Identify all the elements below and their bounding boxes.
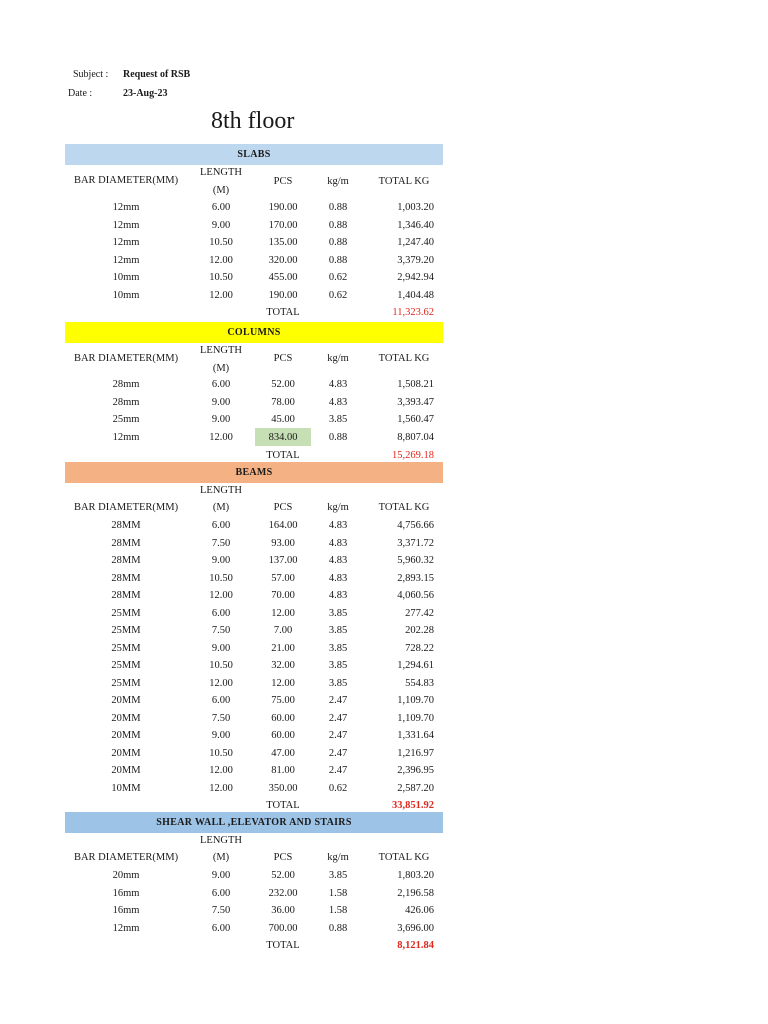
cell-bar-diameter: 25MM: [111, 643, 141, 654]
cell-bar-diameter: 20MM: [111, 748, 141, 759]
cell-bar-diameter: 20mm: [112, 870, 140, 881]
cell-bar-diameter: 16mm: [112, 888, 140, 899]
cell-kgm: 3.85: [328, 870, 348, 881]
cell-kgm: 3.85: [328, 625, 348, 636]
cell-total-kg: 554.83: [405, 678, 434, 689]
cell-total-kg: 1,109.70: [397, 713, 434, 724]
cell-pcs: 190.00: [268, 202, 298, 213]
cell-length: 9.00: [211, 870, 231, 881]
cell-bar-diameter: 12mm: [112, 220, 140, 231]
cell-kgm: 4.83: [328, 520, 348, 531]
cell-bar-diameter: 20MM: [111, 713, 141, 724]
cell-total-kg: 1,003.20: [397, 202, 434, 213]
cell-total-kg: 3,393.47: [397, 397, 434, 408]
total-value: 11,323.62: [392, 307, 434, 318]
cell-pcs: 135.00: [268, 237, 298, 248]
cell-length: 6.00: [211, 923, 231, 934]
cell-bar-diameter: 25MM: [111, 678, 141, 689]
cell-pcs: 7.00: [273, 625, 293, 636]
cell-length: 6.00: [211, 695, 231, 706]
cell-kgm: 3.85: [328, 660, 348, 671]
cell-bar-diameter: 25MM: [111, 625, 141, 636]
cell-pcs: 52.00: [271, 870, 295, 881]
cell-bar-diameter: 20MM: [111, 765, 141, 776]
cell-kgm: 0.62: [328, 290, 348, 301]
cell-pcs: 81.00: [271, 765, 295, 776]
cell-pcs: 21.00: [271, 643, 295, 654]
total-value: 15,269.18: [392, 450, 434, 461]
header-total-kg: TOTAL KG: [378, 852, 430, 863]
cell-length: 10.50: [209, 272, 233, 283]
cell-pcs: 164.00: [268, 520, 298, 531]
cell-length: 6.00: [211, 379, 231, 390]
cell-length: 10.50: [209, 573, 233, 584]
cell-bar-diameter: 28mm: [112, 379, 140, 390]
cell-length: 9.00: [211, 220, 231, 231]
cell-length: 9.00: [211, 555, 231, 566]
cell-total-kg: 2,942.94: [397, 272, 434, 283]
subject-label: Subject :: [73, 69, 109, 80]
total-label: TOTAL: [266, 940, 300, 951]
cell-kgm: 4.83: [328, 397, 348, 408]
section-header-slabs: SLABS: [65, 144, 443, 165]
cell-total-kg: 1,404.48: [397, 290, 434, 301]
cell-total-kg: 1,294.61: [397, 660, 434, 671]
cell-length: 12.00: [209, 255, 233, 266]
cell-pcs: 75.00: [271, 695, 295, 706]
cell-kgm: 2.47: [328, 748, 348, 759]
cell-pcs: 232.00: [268, 888, 298, 899]
cell-pcs: 834.00: [268, 432, 298, 443]
cell-kgm: 0.88: [328, 202, 348, 213]
cell-kgm: 4.83: [328, 379, 348, 390]
cell-pcs: 57.00: [271, 573, 295, 584]
cell-total-kg: 3,371.72: [397, 538, 434, 549]
cell-pcs: 350.00: [268, 783, 298, 794]
cell-total-kg: 1,216.97: [397, 748, 434, 759]
cell-length: 9.00: [211, 643, 231, 654]
cell-pcs: 36.00: [271, 905, 295, 916]
header-pcs: PCS: [273, 176, 293, 187]
cell-length: 10.50: [209, 237, 233, 248]
cell-pcs: 52.00: [271, 379, 295, 390]
cell-pcs: 60.00: [271, 713, 295, 724]
cell-length: 9.00: [211, 730, 231, 741]
cell-bar-diameter: 28MM: [111, 590, 141, 601]
section-header-shear-wall-elevator-and-stairs: SHEAR WALL ,ELEVATOR AND STAIRS: [65, 812, 443, 833]
cell-kgm: 3.85: [328, 678, 348, 689]
cell-pcs: 700.00: [268, 923, 298, 934]
cell-total-kg: 1,109.70: [397, 695, 434, 706]
header-kgm: kg/m: [327, 852, 349, 863]
cell-kgm: 4.83: [328, 573, 348, 584]
cell-kgm: 0.88: [328, 255, 348, 266]
header-length-unit: (M): [212, 363, 230, 374]
header-bar-diameter: BAR DIAMETER(MM): [73, 852, 179, 863]
cell-bar-diameter: 12mm: [112, 202, 140, 213]
cell-length: 6.00: [211, 608, 231, 619]
cell-bar-diameter: 12mm: [112, 237, 140, 248]
cell-total-kg: 5,960.32: [397, 555, 434, 566]
header-length: LENGTH: [200, 345, 242, 356]
cell-pcs: 78.00: [271, 397, 295, 408]
total-label: TOTAL: [266, 450, 300, 461]
cell-total-kg: 202.28: [405, 625, 434, 636]
section-header-beams: BEAMS: [65, 462, 443, 483]
cell-kgm: 4.83: [328, 555, 348, 566]
cell-bar-diameter: 12mm: [112, 432, 140, 443]
cell-bar-diameter: 16mm: [112, 905, 140, 916]
cell-length: 6.00: [211, 202, 231, 213]
cell-length: 12.00: [209, 765, 233, 776]
cell-kgm: 2.47: [328, 713, 348, 724]
cell-length: 6.00: [211, 888, 231, 899]
cell-bar-diameter: 28MM: [111, 555, 141, 566]
cell-kgm: 1.58: [328, 905, 348, 916]
cell-bar-diameter: 25MM: [111, 660, 141, 671]
cell-length: 7.50: [211, 625, 231, 636]
header-pcs: PCS: [273, 852, 293, 863]
cell-length: 12.00: [209, 432, 233, 443]
cell-total-kg: 1,803.20: [397, 870, 434, 881]
cell-bar-diameter: 12mm: [112, 255, 140, 266]
header-total-kg: TOTAL KG: [378, 502, 430, 513]
header-length-unit: (M): [212, 502, 230, 513]
total-value: 8,121.84: [397, 940, 434, 951]
cell-total-kg: 4,756.66: [397, 520, 434, 531]
cell-length: 10.50: [209, 748, 233, 759]
cell-length: 12.00: [209, 678, 233, 689]
header-kgm: kg/m: [327, 502, 349, 513]
header-total-kg: TOTAL KG: [378, 176, 430, 187]
cell-bar-diameter: 10mm: [112, 272, 140, 283]
cell-kgm: 3.85: [328, 608, 348, 619]
cell-total-kg: 3,379.20: [397, 255, 434, 266]
cell-kgm: 0.88: [328, 220, 348, 231]
date-label: Date :: [68, 88, 93, 99]
total-label: TOTAL: [266, 800, 300, 811]
cell-total-kg: 426.06: [405, 905, 434, 916]
cell-bar-diameter: 20MM: [111, 695, 141, 706]
cell-total-kg: 3,696.00: [397, 923, 434, 934]
cell-total-kg: 2,396.95: [397, 765, 434, 776]
header-length: LENGTH: [200, 485, 242, 496]
cell-length: 7.50: [211, 905, 231, 916]
cell-kgm: 0.62: [328, 272, 348, 283]
section-header-columns: COLUMNS: [65, 322, 443, 343]
cell-bar-diameter: 20MM: [111, 730, 141, 741]
subject-value: Request of RSB: [123, 69, 191, 80]
cell-kgm: 4.83: [328, 538, 348, 549]
header-bar-diameter: BAR DIAMETER(MM): [73, 175, 179, 186]
cell-kgm: 0.88: [328, 237, 348, 248]
cell-total-kg: 1,560.47: [397, 414, 434, 425]
cell-length: 10.50: [209, 660, 233, 671]
total-label: TOTAL: [266, 307, 300, 318]
cell-bar-diameter: 10mm: [112, 290, 140, 301]
header-pcs: PCS: [273, 353, 293, 364]
cell-pcs: 137.00: [268, 555, 298, 566]
header-total-kg: TOTAL KG: [378, 353, 430, 364]
cell-kgm: 2.47: [328, 695, 348, 706]
cell-total-kg: 277.42: [405, 608, 434, 619]
header-bar-diameter: BAR DIAMETER(MM): [73, 502, 179, 513]
cell-total-kg: 1,331.64: [397, 730, 434, 741]
cell-total-kg: 728.22: [405, 643, 434, 654]
cell-length: 7.50: [211, 538, 231, 549]
date-value: 23-Aug-23: [123, 88, 168, 99]
cell-bar-diameter: 12mm: [112, 923, 140, 934]
cell-kgm: 1.58: [328, 888, 348, 899]
cell-total-kg: 2,893.15: [397, 573, 434, 584]
cell-pcs: 45.00: [271, 414, 295, 425]
cell-bar-diameter: 28mm: [112, 397, 140, 408]
cell-pcs: 12.00: [271, 608, 295, 619]
cell-pcs: 320.00: [268, 255, 298, 266]
cell-kgm: 0.62: [328, 783, 348, 794]
cell-pcs: 60.00: [271, 730, 295, 741]
cell-pcs: 32.00: [271, 660, 295, 671]
cell-length: 12.00: [209, 290, 233, 301]
cell-total-kg: 1,508.21: [397, 379, 434, 390]
header-pcs: PCS: [273, 502, 293, 513]
cell-kgm: 3.85: [328, 414, 348, 425]
cell-length: 12.00: [209, 590, 233, 601]
cell-pcs: 93.00: [271, 538, 295, 549]
cell-kgm: 3.85: [328, 643, 348, 654]
page-title: 8th floor: [211, 108, 295, 134]
cell-pcs: 47.00: [271, 748, 295, 759]
cell-length: 9.00: [211, 414, 231, 425]
cell-bar-diameter: 25mm: [112, 414, 140, 425]
cell-kgm: 2.47: [328, 730, 348, 741]
cell-length: 6.00: [211, 520, 231, 531]
header-length: LENGTH: [200, 167, 242, 178]
cell-kgm: 4.83: [328, 590, 348, 601]
cell-pcs: 12.00: [271, 678, 295, 689]
header-kgm: kg/m: [327, 353, 349, 364]
cell-pcs: 455.00: [268, 272, 298, 283]
cell-total-kg: 8,807.04: [397, 432, 434, 443]
header-bar-diameter: BAR DIAMETER(MM): [73, 353, 179, 364]
cell-pcs: 70.00: [271, 590, 295, 601]
cell-kgm: 0.88: [328, 923, 348, 934]
cell-pcs: 170.00: [268, 220, 298, 231]
cell-kgm: 2.47: [328, 765, 348, 776]
cell-total-kg: 1,346.40: [397, 220, 434, 231]
header-length-unit: (M): [212, 185, 230, 196]
cell-length: 12.00: [209, 783, 233, 794]
header-length-unit: (M): [212, 852, 230, 863]
cell-bar-diameter: 28MM: [111, 573, 141, 584]
cell-length: 7.50: [211, 713, 231, 724]
cell-total-kg: 4,060.56: [397, 590, 434, 601]
cell-pcs: 190.00: [268, 290, 298, 301]
cell-bar-diameter: 10MM: [111, 783, 141, 794]
cell-total-kg: 2,196.58: [397, 888, 434, 899]
cell-length: 9.00: [211, 397, 231, 408]
cell-bar-diameter: 25MM: [111, 608, 141, 619]
cell-total-kg: 1,247.40: [397, 237, 434, 248]
header-kgm: kg/m: [327, 176, 349, 187]
cell-kgm: 0.88: [328, 432, 348, 443]
cell-total-kg: 2,587.20: [397, 783, 434, 794]
total-value: 33,851.92: [392, 800, 434, 811]
cell-bar-diameter: 28MM: [111, 538, 141, 549]
header-length: LENGTH: [200, 835, 242, 846]
cell-bar-diameter: 28MM: [111, 520, 141, 531]
